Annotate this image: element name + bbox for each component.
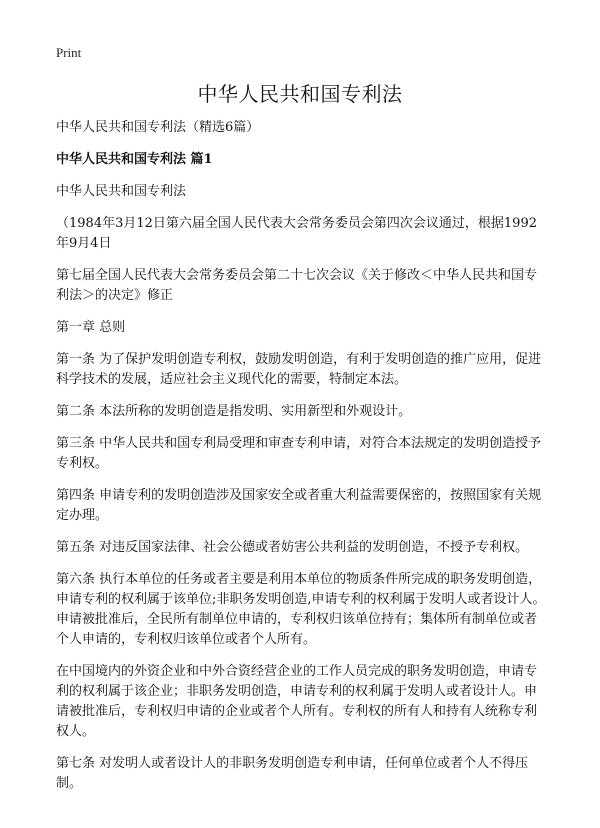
document-body [56, 118, 548, 806]
paragraph: 中华人民共和国专利法 [56, 184, 187, 199]
paragraph: （1984年3月12日第六届全国人民代表大会常务委员会第四次会议通过，根据1992年9月4日 [56, 216, 537, 251]
chapter-heading: 第一章 总则 [56, 320, 126, 335]
document-subtitle: 中华人民共和国专利法（精选6篇） [56, 120, 260, 135]
document-title: 中华人民共和国专利法 [197, 82, 403, 106]
print-link[interactable]: Print [56, 45, 82, 60]
article-paragraph: 第四条 申请专利的发明创造涉及国家安全或者重大利益需要保密的，按照国家有关规定办理。 [56, 488, 542, 523]
article-paragraph: 第七条 对发明人或者设计人的非职务发明创造专利申请，任何单位或者个人不得压制。 [56, 756, 529, 791]
article-paragraph: 第五条 对违反国家法律、社会公德或者妨害公共利益的发明创造，不授予专利权。 [56, 540, 529, 555]
article-paragraph: 第一条 为了保护发明创造专利权，鼓励发明创造，有利于发明创造的推广应用，促进科学技术的发展，适应社会主义现代化的需要，特制定本法。 [56, 352, 542, 387]
article-paragraph: 第二条 本法所称的发明创造是指发明、实用新型和外观设计。 [56, 404, 412, 419]
article-paragraph: 第三条 中华人民共和国专利局受理和审查专利申请，对符合本法规定的发明创造授予专利权。 [56, 436, 542, 471]
article-paragraph: 第六条 执行本单位的任务或者主要是利用本单位的物质条件所完成的职务发明创造，申请专利的权利属于该单位;非职务发明创造,申请专利的权利属于发明人或者设计人。申请被批准后，全民所有制单位申请的，专利权归该单位持有；集体所有制单位或者个人申请的，专利权归该单位或者个人所有。 [56, 572, 546, 647]
paragraph: 第七届全国人民代表大会常务委员会第二十七次会议《关于修改＜中华人民共和国专利法＞的决定》修正 [56, 268, 538, 303]
article-paragraph: 在中国境内的外资企业和中外合资经营企业的工作人员完成的职务发明创造，申请专利的权利属于该企业；非职务发明创造，申请专利的权利属于发明人或者设计人。申请被批准后，专利权归申请的企业或者个人所有。专利权的所有人和持有人统称专利权人。 [56, 664, 538, 739]
section-heading: 中华人民共和国专利法 篇1 [56, 152, 213, 167]
